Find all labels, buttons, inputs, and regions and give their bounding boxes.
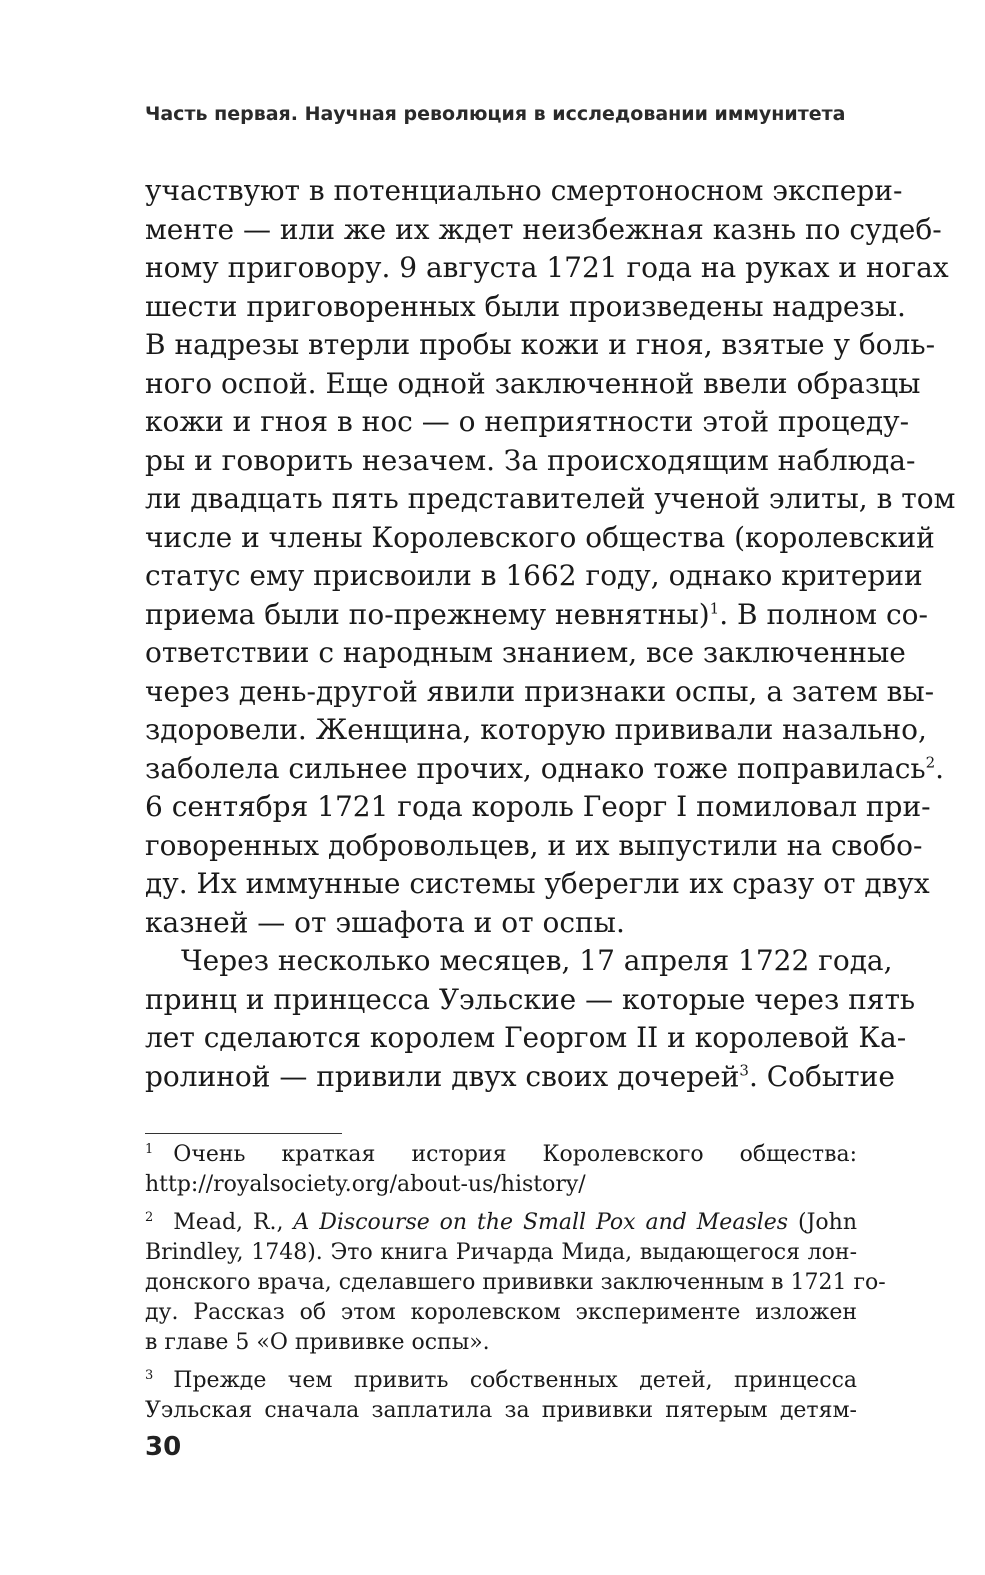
text-line: 6 сентября 1721 года король Георг I помиловал при-: [145, 790, 931, 823]
text-line: через день-другой явили признаки оспы, а затем вы-: [145, 674, 935, 708]
text-segment: .: [935, 751, 945, 785]
text-line: ному приговору. 9 августа 1721 года на руках и ногах: [145, 251, 949, 284]
text-segment: заболела сильнее прочих, однако тоже поправилась: [145, 751, 926, 785]
main-text: [145, 172, 956, 1096]
text-segment: . В полном со-: [719, 597, 928, 631]
text-line: ры и говорить незачем. За происходящим наблюда-: [145, 443, 916, 477]
footnote-ref-3[interactable]: 3: [739, 1061, 749, 1080]
footnote-line: ду. Рассказ об этом королевском эксперименте изложен: [145, 1300, 857, 1325]
text-line: [145, 1058, 895, 1097]
cited-work-title: A Discourse on the Small Pox and Measles: [293, 1210, 789, 1235]
footnote-1: [145, 1140, 857, 1200]
footnote-line: донского врача, сделавшего прививки заключенным в 1721 го-: [145, 1270, 886, 1295]
text-line: принц и принцесса Уэльские — которые через пять: [145, 982, 916, 1016]
text-line: В надрезы втерли пробы кожи и гноя, взятые у боль-: [145, 328, 936, 361]
running-head: Часть первая. Научная революция в исследовании иммунитета: [145, 103, 846, 125]
footnote-ref-2[interactable]: 2: [925, 753, 936, 772]
footnote-text: Очень краткая история Королевского общества:: [173, 1142, 857, 1167]
page-number: 30: [145, 1432, 182, 1462]
text-line: шести приговоренных были произведены надрезы.: [145, 289, 906, 323]
footnote-divider: [145, 1133, 342, 1134]
footnote-line: в главе 5 «О прививке оспы».: [145, 1330, 490, 1355]
text-line: ного оспой. Еще одной заключенной ввели образцы: [145, 366, 921, 400]
footnotes: [145, 1140, 886, 1434]
footnote-text: Mead, R.,: [173, 1210, 294, 1235]
text-line: говоренных добровольцев, и их выпустили на свобо-: [145, 828, 923, 862]
footnote-number: 1: [145, 1141, 154, 1157]
text-line: кожи и гноя в нос — о неприятности этой процеду-: [145, 405, 910, 438]
text-line: казней — от эшафота и от оспы.: [145, 905, 625, 939]
text-segment: . Событие: [748, 1059, 895, 1093]
footnote-line: Уэльская сначала заплатила за прививки пятерым детям-: [145, 1398, 857, 1423]
footnote-link[interactable]: http://royalsociety.org/about-us/history/: [145, 1172, 586, 1197]
text-segment: приема были по-прежнему невнятны): [145, 597, 710, 631]
footnote-2: [145, 1208, 886, 1358]
footnote-number: 2: [145, 1209, 154, 1225]
text-line: менте — или же их ждет неизбежная казнь по судеб-: [145, 212, 942, 246]
footnote-3: [145, 1366, 857, 1426]
footnote-text: (John: [788, 1210, 858, 1235]
text-line: [145, 596, 928, 635]
text-line: ду. Их иммунные системы уберегли их сразу от двух: [145, 867, 930, 900]
footnote-ref-1[interactable]: 1: [709, 599, 720, 618]
footnote-text: Прежде чем привить собственных детей, принцесса: [173, 1368, 857, 1393]
text-line: Через несколько месяцев, 17 апреля 1722 года,: [181, 944, 893, 977]
footnote-line: Brindley, 1748). Это книга Ричарда Мида, выдающегося лон-: [145, 1240, 857, 1265]
text-line: ли двадцать пять представителей ученой элиты, в том: [145, 482, 956, 515]
text-line: статус ему присвоили в 1662 году, однако критерии: [145, 559, 923, 592]
text-line: лет сделаются королем Георгом II и королевой Ка-: [145, 1021, 907, 1054]
text-line: числе и члены Королевского общества (королевский: [145, 520, 935, 554]
text-segment: ролиной — привили двух своих дочерей: [145, 1059, 740, 1093]
text-line: ответствии с народным знанием, все заключенные: [145, 636, 906, 669]
footnote-line: [145, 1208, 857, 1238]
text-line: участвуют в потенциально смертоносном экспери-: [145, 174, 903, 207]
text-line: [145, 750, 945, 789]
text-line: здоровели. Женщина, которую прививали назально,: [145, 713, 927, 746]
footnote-line: [145, 1140, 857, 1170]
footnote-number: 3: [145, 1367, 154, 1383]
footnote-line: [145, 1366, 857, 1396]
